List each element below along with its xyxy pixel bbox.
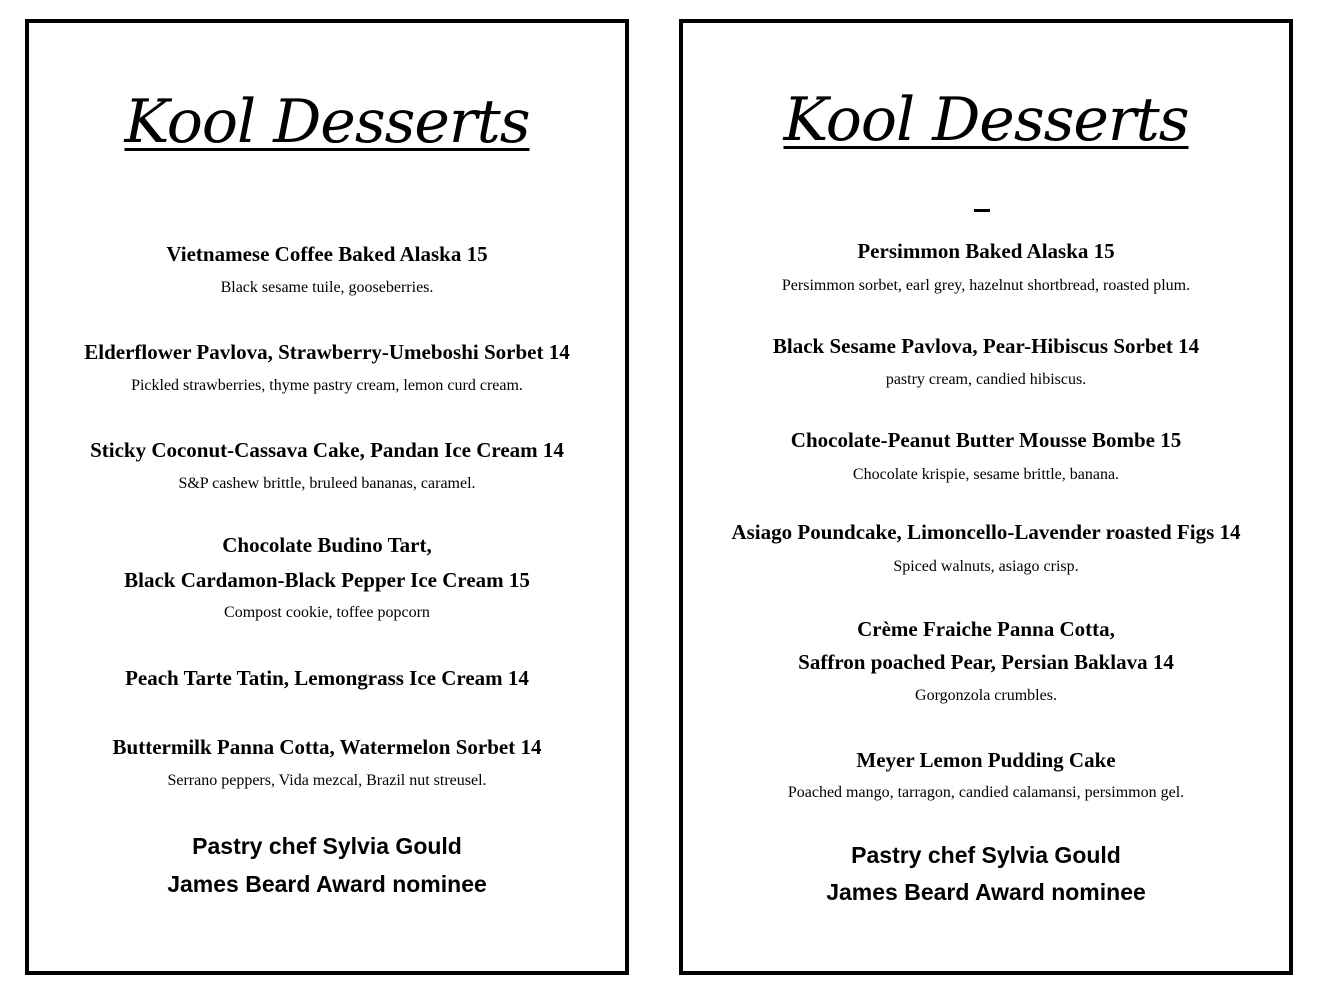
decorative-dash [974,209,990,212]
dish-name: Chocolate-Peanut Butter Mousse Bombe 15 [790,428,1182,452]
dish-description: Chocolate krispie, sesame brittle, banana. [852,466,1120,483]
dish-description: Persimmon sorbet, earl grey, hazelnut shortbread, roasted plum. [781,277,1191,294]
menu-title: Kool Desserts [783,85,1189,155]
chef-credit: Pastry chef Sylvia Gould [851,842,1121,868]
dish-name-line-2: Saffron poached Pear, Persian Baklava 14 [798,650,1174,674]
dish-name: Asiago Poundcake, Limoncello-Lavender roasted Figs 14 [731,520,1241,544]
dish-name: Meyer Lemon Pudding Cake [856,748,1116,772]
dish-name: Black Sesame Pavlova, Pear-Hibiscus Sorbet 14 [772,334,1200,358]
award-credit: James Beard Award nominee [826,879,1146,905]
menu-title: Kool Desserts [124,87,530,157]
dish-description: S&P cashew brittle, bruleed bananas, caramel. [178,475,476,492]
dish-description: Black sesame tuile, gooseberries. [220,279,434,296]
dish-description: Compost cookie, toffee popcorn [224,604,430,621]
dish-description: Pickled strawberries, thyme pastry cream, lemon curd cream. [131,377,523,394]
dish-name-line-1: Chocolate Budino Tart, [222,533,432,557]
chef-credit: Pastry chef Sylvia Gould [192,833,462,859]
dish-description: Serrano peppers, Vida mezcal, Brazil nut streusel. [167,772,487,789]
dish-name-line-1: Crème Fraiche Panna Cotta, [857,617,1115,641]
dish-name: Persimmon Baked Alaska 15 [857,239,1115,263]
dish-description: Poached mango, tarragon, candied calamansi, persimmon gel. [787,784,1185,801]
dessert-menu-right [679,19,1293,975]
dish-name: Sticky Coconut-Cassava Cake, Pandan Ice Cream 14 [90,438,564,462]
dish-description: Gorgonzola crumbles. [915,687,1057,704]
dish-name-line-2: Black Cardamon-Black Pepper Ice Cream 15 [124,568,530,592]
dish-name: Peach Tarte Tatin, Lemongrass Ice Cream 14 [125,666,529,690]
dish-name: Buttermilk Panna Cotta, Watermelon Sorbet 14 [112,735,542,759]
dish-description: pastry cream, candied hibiscus. [885,371,1087,388]
dessert-menu-left [25,19,629,975]
dish-name: Elderflower Pavlova, Strawberry-Umeboshi Sorbet 14 [84,340,570,364]
dish-description: Spiced walnuts, asiago crisp. [893,558,1079,575]
award-credit: James Beard Award nominee [167,871,487,897]
dish-name: Vietnamese Coffee Baked Alaska 15 [166,242,488,266]
